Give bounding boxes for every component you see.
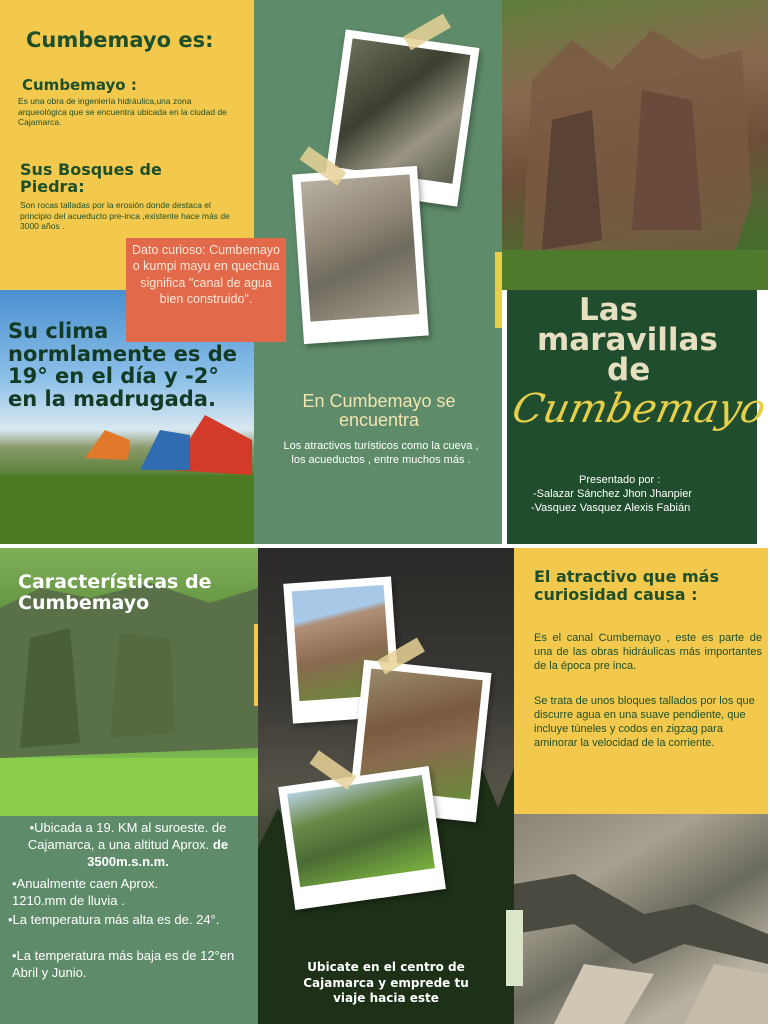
intro-title: Cumbemayo es:	[26, 28, 214, 52]
cover-photo	[502, 0, 768, 290]
characteristics-photo	[0, 548, 258, 816]
cover-title-maravillas: maravillas	[537, 322, 718, 358]
author-2: -Vasquez Vasquez Alexis Fabián	[531, 502, 691, 514]
rock-formation	[502, 0, 768, 290]
panel-canal	[514, 548, 768, 814]
canal-photo	[514, 814, 768, 1024]
attractions-heading: En Cumbemayo se encuentra	[302, 391, 456, 430]
item-location-b: de 3500m.s.n.m.	[87, 836, 229, 869]
cover-title-las: Las	[579, 292, 639, 328]
canal-title: El atractivo que más curiosidad causa :	[534, 567, 719, 605]
stone-canal	[514, 814, 768, 1024]
canal-para-1: Es el canal Cumbemayo , este es parte de una de las obras hidráulicas más importantes de la época pre inca.	[534, 632, 762, 673]
presented-by: Presentado por :	[579, 474, 661, 486]
characteristics-title: Características de Cumbemayo	[18, 571, 212, 614]
author-1: -Salazar Sánchez Jhon Jhanpier	[533, 488, 692, 500]
bosques-subtitle: Sus Bosques de Piedra:	[20, 160, 162, 196]
panel-cover	[507, 290, 770, 544]
cover-title-de: de	[607, 352, 651, 388]
item-rain: •Anualmente caen Aprox. 1210.mm de lluvia .	[12, 876, 159, 908]
location-cta: Ubicate en el centro de Cajamarca y emprede tu viaje hacia este	[303, 960, 469, 1006]
cover-script-title: Cumbemayo	[508, 386, 770, 432]
item-min-temp: •La temperatura más baja es de 12°en Abril y Junio.	[12, 948, 235, 980]
fun-fact: Dato curioso: Cumbemayo o kumpi mayu en quechua significa "canal de agua bien construido".	[126, 238, 286, 342]
item-location-a: •Ubicada a 19. KM al suroeste. de Cajamarca, a una altitud Aprox.	[27, 820, 227, 852]
attractions-text: Los atractivos turísticos como la cueva , los acueductos , entre muchos más .	[283, 440, 479, 466]
item-location	[8, 820, 248, 871]
panel-characteristics	[0, 816, 258, 1024]
accent-bar	[495, 252, 502, 328]
panel-attractions	[132, 0, 502, 544]
climate-text: Su clima normlamente es de 19° en el día y -2° en la madrugada.	[8, 319, 237, 412]
canal-para-2: Se trata de unos bloques tallados por los que discurre agua en una suave pendiente, que incluye túneles y codos en zigzag para aminorar la velocidad de la corriente.	[534, 695, 755, 750]
panel-forest	[258, 548, 514, 1024]
aqueduct-photo-1	[292, 166, 429, 344]
bosques-text: Son rocas talladas por la erosión donde destaca el principio del acueducto pre-inca ,existente hace más de 3000 años .	[20, 200, 230, 232]
cumbemayo-subtitle: Cumbemayo :	[22, 76, 137, 94]
accent-bar	[506, 910, 523, 986]
rock-photo-4	[278, 766, 446, 910]
cumbemayo-text: Es una obra de ingeniería hidráulica,una zona arqueológica que se encuentra ubicada en la ciudad de Cajamarca.	[18, 96, 227, 128]
item-max-temp: •La temperatura más alta es de. 24°.	[8, 912, 220, 927]
